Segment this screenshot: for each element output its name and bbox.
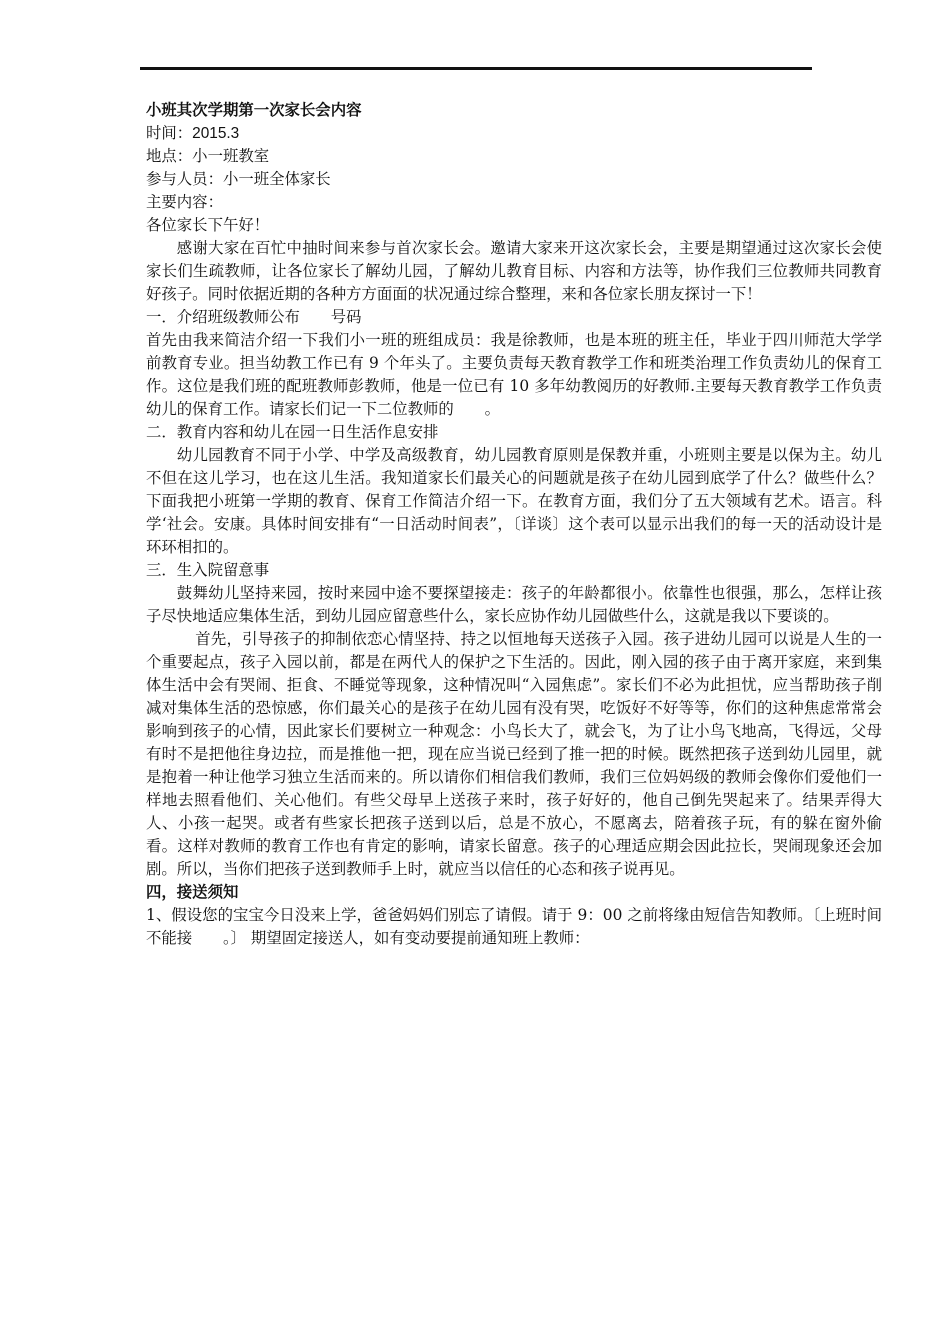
section-1-body: 首先由我来简洁介绍一下我们小一班的班组成员：我是徐教师，也是本班的班主任，毕业于四川师范大学学前教育专业。担当幼教工作已有 9 个年头了。主要负责每天教育教学工作和班类治理工作负责幼儿的保育工作。这位是我们班的配班教师彭教师，他是一位已有 10 多年幼教阅历的好教师.主要每天教育教学工作负责幼儿的保育工作。请家长们记一下二位教师的 。 xyxy=(146,331,882,418)
meeting-time: 时间：2015.3 xyxy=(146,125,240,142)
section-3-paragraph-1: 鼓舞幼儿坚持来园，按时来园中途不要探望接走：孩子的年龄都很小。依靠性也很强，那么，怎样让孩子尽快地适应集体生活，到幼儿园应留意些什么，家长应协作幼儿园做些什么，这就是我以下要谈的。 xyxy=(146,584,882,625)
section-4-body: 1、假设您的宝宝今日没来上学，爸爸妈妈们别忘了请假。请于 9：00 之前将缘由短信告知教师。〔上班时间不能接 。〕 期望固定接送人，如有变动要提前通知班上教师： xyxy=(146,906,882,947)
document-body xyxy=(146,99,882,950)
section-2-heading: 二．教育内容和幼儿在园一日生活作息安排 xyxy=(146,423,439,441)
section-4-heading: 四，接送须知 xyxy=(146,883,239,901)
meeting-participants: 参与人员：小一班全体家长 xyxy=(146,170,331,188)
meeting-location: 地点：小一班教室 xyxy=(146,147,270,165)
document-title: 小班其次学期第一次家长会内容 xyxy=(146,101,362,119)
header-rule xyxy=(140,67,812,70)
main-content-label: 主要内容： xyxy=(146,193,223,211)
intro-paragraph: 感谢大家在百忙中抽时间来参与首次家长会。邀请大家来开这次家长会，主要是期望通过这次家长会使家长们生疏教师，让各位家长了解幼儿园，了解幼儿教育目标、内容和方法等，协作我们三位教师共同教育好孩子。同时依据近期的各种方方面面的状况通过综合整理，来和各位家长朋友探讨一下！ xyxy=(146,239,882,303)
section-3-paragraph-2: 首先，引导孩子的抑制依恋心情坚持、持之以恒地每天送孩子入园。孩子进幼儿园可以说是人生的一个重要起点，孩子入园以前，都是在两代人的保护之下生活的。因此，刚入园的孩子由于离开家庭，来到集体生活中会有哭闹、拒食、不睡觉等现象，这种情况叫“入园焦虑”。家长们不必为此担忧，应当帮助孩子削减对集体生活的恐惊感，你们最关心的是孩子在幼儿园有没有哭，吃饭好不好等等，你们的这种焦虑常常会影响到孩子的心情，因此家长们要树立一种观念：小鸟长大了，就会飞，为了让小鸟飞地高，飞得远，父母有时不是把他往身边拉，而是推他一把，现在应当说已经到了推一把的时候。既然把孩子送到幼儿园里，就是抱着一种让他学习独立生活而来的。所以请你们相信我们教师，我们三位妈妈级的教师会像你们爱他们一样地去照看他们、关心他们。有些父母早上送孩子来时，孩子好好的，他自己倒先哭起来了。结果弄得大人、小孩一起哭。或者有些家长把孩子送到以后，总是不放心，不愿离去，陪着孩子玩，有的躲在窗外偷看。这样对教师的教育工作也有肯定的影响，请家长留意。孩子的心理适应期会因此拉长，哭闹现象还会加剧。所以，当你们把孩子送到教师手上时，就应当以信任的心态和孩子说再见。 xyxy=(146,630,882,878)
section-2-body: 幼儿园教育不同于小学、中学及高级教育，幼儿园教育原则是保教并重，小班则主要是以保为主。幼儿不但在这儿学习，也在这儿生活。我知道家长们最关心的问题就是孩子在幼儿园到底学了什么？做些什么？下面我把小班第一学期的教育、保育工作简洁介绍一下。在教育方面，我们分了五大领域有艺术。语言。科学‘社会。安康。具体时间安排有“一日活动时间表”，〔详谈〕这个表可以显示出我们的每一天的活动设计是环环相扣的。 xyxy=(146,446,882,556)
section-3-heading: 三．生入院留意事 xyxy=(146,561,270,579)
greeting: 各位家长下午好！ xyxy=(146,216,270,234)
section-1-heading: 一．介绍班级教师公布 号码 xyxy=(146,308,362,326)
